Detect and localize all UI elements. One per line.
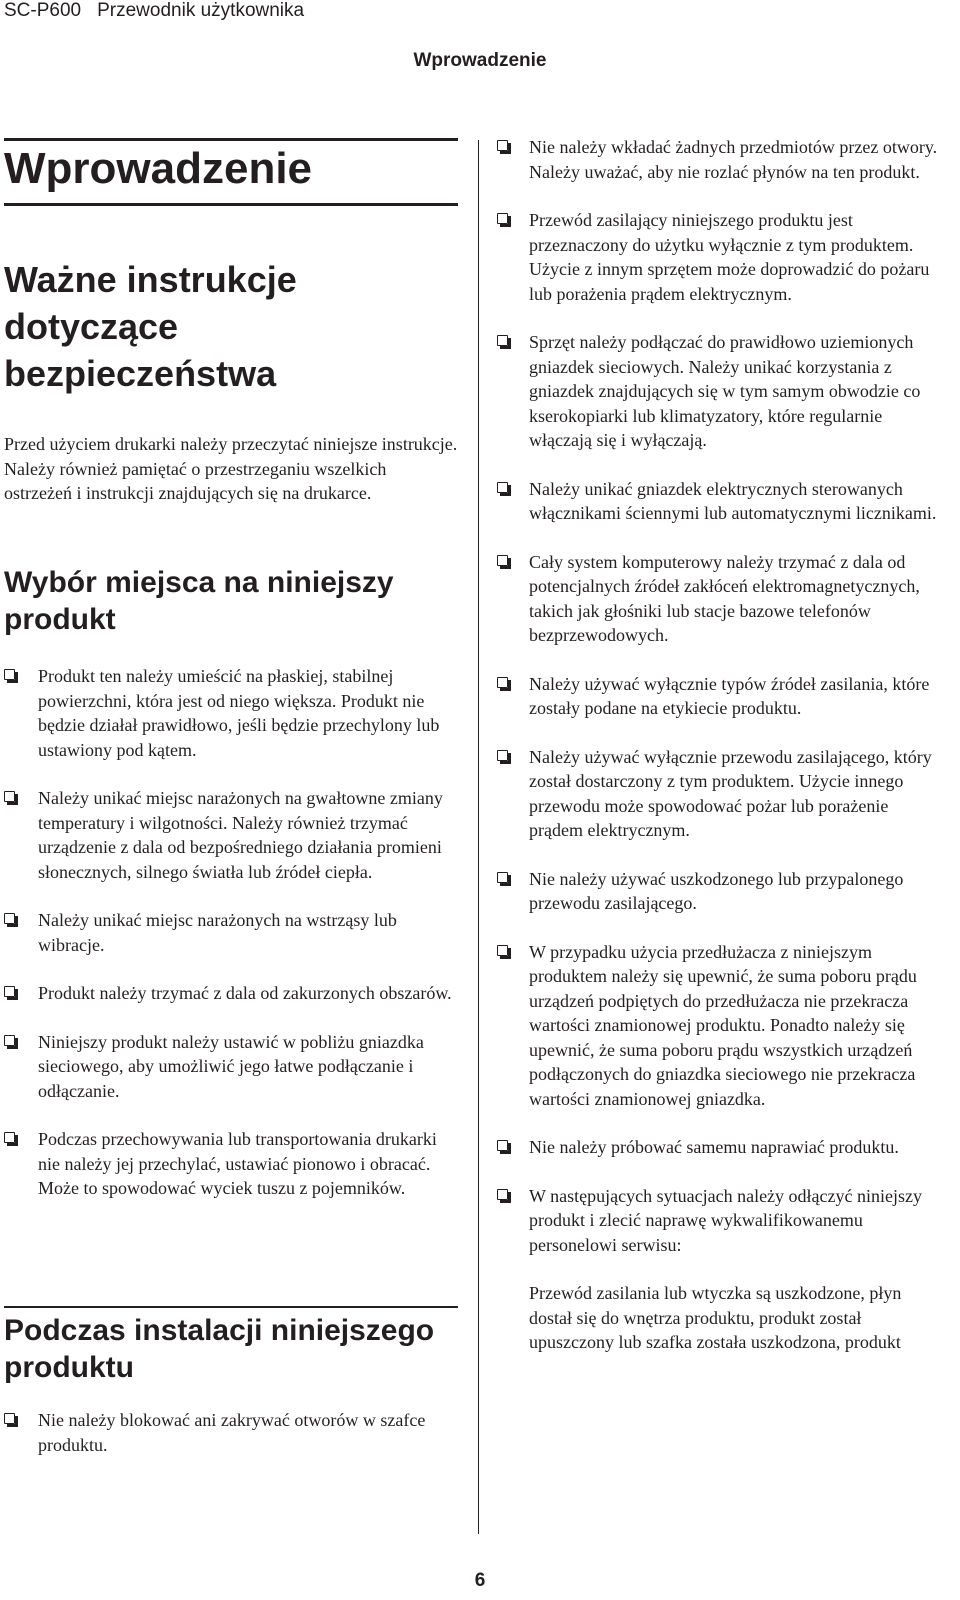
list-item: Podczas przechowywania lub transportowania drukarki nie należy jej przechylać, ustawiać pionowo i obracać. Może to spowodować wyciek tuszu z pojemników. [4,1127,458,1201]
checkbox-bullet-icon [4,1132,15,1143]
list-item-subtext: Przewód zasilania lub wtyczka są uszkodzone, płyn dostał się do wnętrza produktu, produkt został upuszczony lub szafka została uszkodzona, produkt [529,1283,902,1352]
checkbox-bullet-icon [497,555,508,566]
list-item: Cały system komputerowy należy trzymać z dala od potencjalnych źródeł zakłóceń elektromagnetycznych, takich jak głośniki lub stacje bazowe telefonów bezprzewodowych. [497,550,945,648]
checkbox-bullet-icon [497,750,508,761]
section-header: Wprowadzenie [413,50,547,71]
checkbox-bullet-icon [497,213,508,224]
list-item: Nie należy wkładać żadnych przedmiotów przez otwory. Należy uważać, aby nie rozlać płynów na ten produkt. [497,135,945,184]
list-item: Należy unikać gniazdek elektrycznych sterowanych włącznikami ściennymi lub automatycznymi licznikami. [497,477,945,526]
list-item: W następujących sytuacjach należy odłączyć niniejszy produkt i zlecić naprawę wykwalifikowanemu personelowi serwisu: Przewód zasilania lub wtyczka są uszkodzone, płyn dostał się do wnętrza produktu, produkt został upuszczony lub szafka została uszkodzona, produkt [497,1184,945,1355]
checkbox-bullet-icon [497,1189,508,1200]
list-item: Nie należy próbować samemu naprawiać produktu. [497,1135,945,1160]
installation-heading: Podczas instalacji niniejszego produktu [4,1314,435,1384]
checkbox-bullet-icon [497,872,508,883]
checkbox-bullet-icon [497,140,508,151]
safety-heading: Ważne instrukcje dotyczące bezpieczeństwa [4,259,297,394]
checkbox-bullet-icon [4,669,15,680]
column-divider [478,140,479,1534]
list-item: W przypadku użycia przedłużacza z niniejszym produktem należy się upewnić, że suma poboru prądu urządzeń podpiętych do przedłużacza nie przekracza wartości znamionowej produktu. Ponadto należy się upewnić, że suma poboru prądu wszystkich urządzeń podłączonych do gniazdka sieciowego nie przekracza wartości znamionowej gniazdka. [497,940,945,1112]
checkbox-bullet-icon [4,1413,15,1424]
guide-name: Przewodnik użytkownika [97,0,305,21]
running-header [4,0,304,22]
page-number: 6 [474,1570,486,1591]
list-item: Produkt ten należy umieścić na płaskiej, stabilnej powierzchni, która jest od niego większa. Produkt nie będzie działał prawidłowo, jeśli będzie przechylony lub ustawiony pod kątem. [4,664,458,762]
list-item: Nie należy blokować ani zakrywać otworów w szafce produktu. [4,1408,458,1457]
checkbox-bullet-icon [4,791,15,802]
checkbox-bullet-icon [4,1035,15,1046]
checkbox-bullet-icon [497,335,508,346]
location-heading: Wybór miejsca na niniejszy produkt [4,566,394,636]
list-item: Niniejszy produkt należy ustawić w pobliżu gniazdka sieciowego, aby umożliwić jego łatwe podłączanie i odłączanie. [4,1030,458,1104]
list-item: Należy unikać miejsc narażonych na wstrząsy lub wibracje. [4,908,458,957]
installation-list-right [497,135,945,1379]
list-item: Przewód zasilający niniejszego produktu jest przeznaczony do użytku wyłącznie z tym produktem. Użycie z innym sprzętem może doprowadzić do pożaru lub porażenia prądem elektrycznym. [497,208,945,306]
checkbox-bullet-icon [497,945,508,956]
installation-list-left [4,1408,458,1481]
list-item: Sprzęt należy podłączać do prawidłowo uziemionych gniazdek sieciowych. Należy unikać korzystania z gniazdek znajdujących się w tym samym obwodzie co kserokopiarki lub klimatyzatory, które regularnie włączają się i wyłączają. [497,330,945,453]
checkbox-bullet-icon [4,986,15,997]
title-rule-top [4,138,458,141]
checkbox-bullet-icon [497,1140,508,1151]
list-item: Nie należy używać uszkodzonego lub przypalonego przewodu zasilającego. [497,867,945,916]
checkbox-bullet-icon [497,677,508,688]
list-item: Należy używać wyłącznie typów źródeł zasilania, które zostały podane na etykiecie produktu. [497,672,945,721]
page-title: Wprowadzenie [4,144,313,193]
list-item: Należy unikać miejsc narażonych na gwałtowne zmiany temperatury i wilgotności. Należy również trzymać urządzenie z dala od bezpośredniego działania promieni słonecznych, silnego światła lub źródeł ciepła. [4,786,458,884]
safety-intro: Przed użyciem drukarki należy przeczytać niniejsze instrukcje. Należy również pamiętać o przestrzeganiu wszelkich ostrzeżeń i instrukcji znajdujących się na drukarce. [4,434,458,503]
model-name: SC-P600 [4,0,82,21]
list-item: Należy używać wyłącznie przewodu zasilającego, który został dostarczony z tym produktem. Użycie innego przewodu może spowodować pożar lub porażenie prądem elektrycznym. [497,745,945,843]
checkbox-bullet-icon [4,913,15,924]
list-item: Produkt należy trzymać z dala od zakurzonych obszarów. [4,981,458,1006]
installation-rule [4,1306,458,1308]
location-list [4,664,458,1225]
title-rule-bottom [4,203,458,206]
checkbox-bullet-icon [497,482,508,493]
